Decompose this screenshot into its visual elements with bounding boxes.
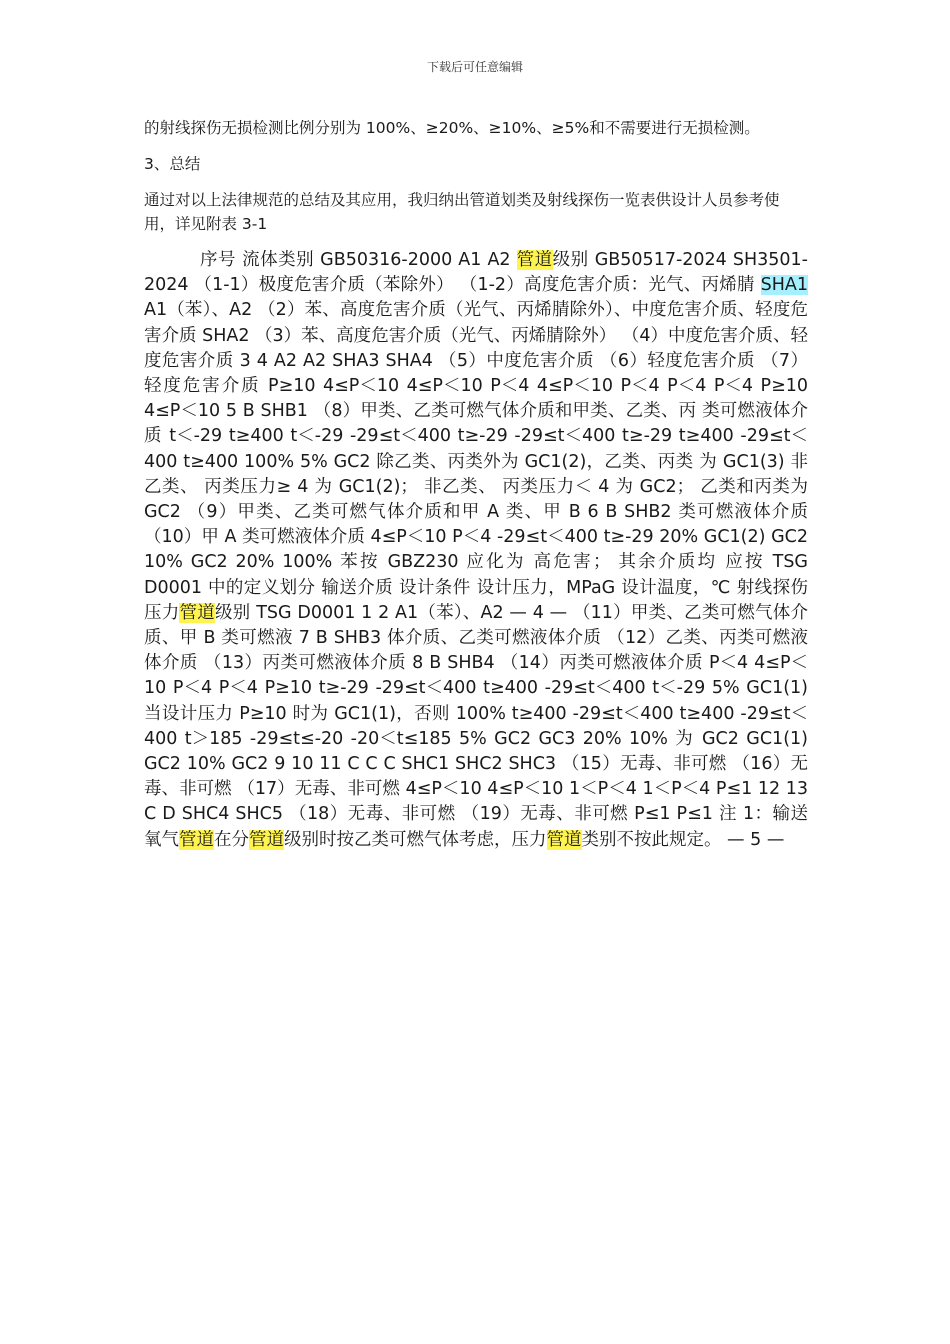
body-text-segment: 级别 GB50517-2024 SH3501-2024 （1-1）极度危害介质（苯除外） （1-2）高度危害介质：光气、丙烯腈: [144, 250, 808, 296]
search-highlight: 管道: [179, 829, 214, 850]
page-header: 下载后可任意编辑: [426, 60, 523, 74]
search-highlight: 管道: [546, 829, 582, 850]
search-highlight: 管道: [516, 250, 553, 270]
body-text-segment: A1（苯）、A2 （2）苯、高度危害介质（光气、丙烯腈除外）、中度危害介质、轻度危害介质 SHA2 （3）苯、高度危害介质（光气、丙烯腈除外） （4）中度危害介质、轻度危害介质 3 4 A2 A2 SHA3 SHA4 （5）中度危害介质 （6）轻度危害介质 （7）轻度危害介质 P≥10 4≤P＜10 4≤P＜10 P＜4 4≤P＜10 P＜4 P＜4 P＜4 P≥10 4≤P＜10 5 B SHB1 （8）甲类、乙类可燃气体介质和甲类、乙类、丙 类可燃液体介质 t＜-29 t≥400 t＜-29 -29≤t＜400 t≥-29 -29≤t＜400 t≥-29 t≥400 -29≤t＜400 t≥400 100% 5% GC2 除乙类、丙类外为 GC1(2)，乙类、丙类 为 GC1(3) 非乙类、 丙类压力≥ 4 为 GC1(2)； 非乙类、 丙类压力＜ 4 为 GC2； 乙类和丙类为 GC2 （9）甲类、乙类可燃气体介质和甲 A 类、甲 B 6 B SHB2 类可燃液体介质 （10）甲 A 类可燃液体介质 4≤P＜10 P＜4 -29≤t＜400 t≥-29 20% GC1(2) GC2 10% GC2 20% 100% 苯按 GBZ230 应化为 高危害； 其余介质均 应按 TSG D0001 中的定义划分 输送介质 设计条件 设计压力，MPaG 设计温度，℃ 射线探伤 压力: [144, 300, 808, 623]
body-text-segment: 在分: [214, 829, 249, 850]
document-content: [144, 116, 808, 870]
search-highlight-current: SHA1: [760, 275, 808, 296]
body-text-segment: 级别时按乙类可燃气体考虑，压力: [284, 829, 547, 850]
paragraph-summary-intro: 通过对以上法律规范的总结及其应用，我归纳出管道划类及射线探伤一览表供设计人员参考使用，详见附表 3-1: [144, 191, 780, 233]
paragraph-ndt-ratio: 的射线探伤无损检测比例分别为 100%、≥20%、≥10%、≥5%和不需要进行无损检测。: [144, 119, 760, 137]
search-highlight: 管道: [179, 602, 215, 623]
section-heading-summary: 3、总结: [144, 155, 201, 173]
body-text-segment: 类别不按此规定。 — 5 —: [581, 829, 785, 850]
body-text-segment: 序号 流体类别 GB50316-2000 A1 A2: [200, 250, 517, 270]
appendix-table-text: [144, 248, 808, 853]
body-text-segment: 级别 TSG D0001 1 2 A1（苯）、A2 — 4 — （11）甲类、乙类可燃气体介质、甲 B 类可燃液 7 B SHB3 体介质、乙类可燃液体介质 （12）乙类、丙类可燃液体介质 （13）丙类可燃液体介质 8 B SHB4 （14）丙类可燃液体介质 P＜4 4≤P＜10 P＜4 P＜4 P≥10 t≥-29 -29≤t＜400 t≥400 -29≤t＜400 t＜-29 5% GC1(1) 当设计压力 P≥10 时为 GC1(1)，否则 100% t≥400 -29≤t＜400 t≥400 -29≤t＜400 t＞185 -29≤t≤-20 -20＜t≤185 5% GC2 GC3 20% 10% 为 GC2 GC1(1) GC2 10% GC2 9 10 11 C C C SHC1 SHC2 SHC3 （15）无毒、非可燃 （16）无毒、非可燃 （17）无毒、非可燃 4≤P＜10 4≤P＜10 1＜P＜4 1＜P＜4 P≤1 12 13 C D SHC4 SHC5 （18）无毒、非可燃 （19）无毒、非可燃 P≤1 P≤1 注 1：输送氧气: [144, 602, 808, 850]
search-highlight: 管道: [249, 829, 284, 850]
